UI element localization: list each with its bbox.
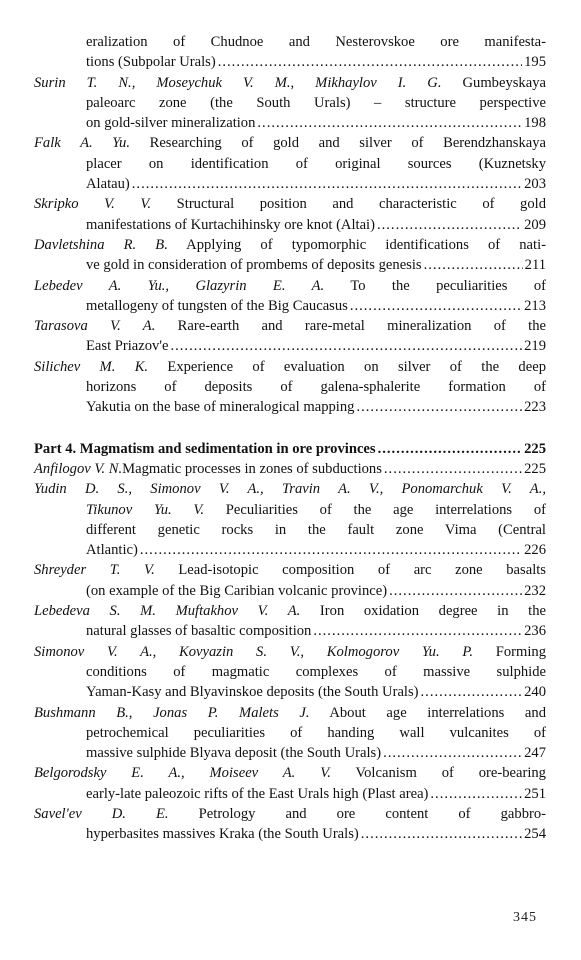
entry-title-line: Peculiarities of the age interrelations of [204,501,546,518]
entry-line [34,804,546,824]
entry-last-line [34,174,546,194]
entry-author: Savel'ev D. E. [34,805,169,822]
entry-title-line: Magmatic processes in zones of subductions [122,460,382,477]
entry-author: Lebedev A. Yu., Glazyrin E. A. [34,277,325,294]
entry-last-line [34,296,546,316]
entry-author: Anfilogov V. N. [34,460,123,477]
entry-line [34,601,546,621]
entry-last-line [34,824,546,844]
leader-dots [378,439,523,459]
entry-line [34,133,546,153]
toc-entry[interactable] [34,601,546,642]
entry-title-line: massive sulphide Blyava deposit (the South Urals) [86,745,382,762]
entry-title-line: About age interrelations and [309,704,546,721]
entry-page: 240 [524,684,546,701]
entry-line [34,316,546,336]
entry-text-line: different genetic rocks in the fault zone Vima (Central [86,521,546,538]
entry-author: Lebedeva S. M. Muftakhov V. A. [34,603,301,620]
entry-title-line: Alatau) [86,176,130,193]
toc-entry[interactable] [34,642,546,703]
entry-page: 213 [524,297,546,314]
table-of-contents [34,32,546,845]
entry-title-line: Gumbeyskaya [441,74,546,91]
entry-page: 195 [524,54,546,71]
entry-title-line: manifestations of Kurtachihinsky ore knot (Altai) [86,216,375,233]
entry-title-line: Researching of gold and silver of Berendzhanskaya [129,135,547,152]
entry-page: 223 [524,399,546,416]
leader-dots [218,52,522,72]
toc-entry[interactable] [34,804,546,845]
entry-line [34,357,546,377]
toc-entry[interactable] [34,235,546,276]
toc-entry[interactable] [34,194,546,235]
leader-dots [132,174,522,194]
entry-page: 225 [524,460,546,477]
entry-author: Silichev M. K. [34,358,149,375]
entry-last-line [34,113,546,133]
entry-author: Yudin D. S., Simonov V. A., Travin A. V., Ponomarchuk V. A., [34,481,546,498]
toc-entry[interactable] [34,32,546,73]
entry-line [34,703,546,723]
entry-line [34,479,546,499]
toc-entry[interactable] [34,763,546,804]
entry-author-continued: Tikunov Yu. V. [86,501,205,518]
leader-dots [140,540,522,560]
entry-text-line: eralization of Chudnoe and Nesterovskoe ore manifesta- [86,34,546,50]
entry-title-line: Applying of typomorphic identifications of nati- [167,236,546,253]
entry-author: Bushmann B., Jonas P. Malets J. [34,704,310,721]
entry-title-line: Lead-isotopic composition of arc zone basalts [154,562,546,579]
leader-dots [356,397,522,417]
entry-title-line: on gold-silver mineralization [86,115,256,132]
entry-page: 209 [524,216,546,233]
entry-line [34,560,546,580]
toc-entry[interactable] [34,703,546,764]
leader-dots [313,621,522,641]
leader-dots [384,459,522,479]
leader-dots [424,255,523,275]
leader-dots [421,682,523,702]
entry-title-line: natural glasses of basaltic composition [86,623,312,640]
entry-text-line: conditions of magmatic complexes of massive sulphide [86,663,546,680]
entry-author: Davletshina R. B. [34,236,168,253]
entry-title-line: Forming [473,643,547,660]
entry-author: Tarasova V. A. [34,318,156,335]
entry-title-line: Petrology and ore content of gabbro- [168,805,547,822]
entry-author: Surin T. N., Moseychuk V. M., Mikhaylov I. G. [34,74,442,91]
leader-dots [350,296,522,316]
entry-author: Skripko V. V. [34,196,152,213]
leader-dots [377,215,522,235]
entry-text-line: petrochemical peculiarities of handing wall vulcanites of [86,724,546,741]
entry-page: 219 [524,338,546,355]
entry-line [34,276,546,296]
entry-text-line: placer on identification of original sources (Kuznetsky [86,155,546,172]
entry-last-line [34,540,546,560]
entry-title-line: metallogeny of tungsten of the Big Caucasus [86,297,348,314]
entry-line [34,235,546,255]
entry-line [34,459,546,479]
leader-dots [389,581,522,601]
leader-dots [257,113,522,133]
toc-entry[interactable] [34,357,546,418]
entry-author: Falk A. Yu. [34,135,130,152]
toc-entry[interactable] [34,276,546,317]
entry-title-line: Yaman-Kasy and Blyavinskoe deposits (the South Urals) [86,684,419,701]
toc-entry[interactable] [34,133,546,194]
toc-section-part4 [34,459,546,845]
entry-last-line [34,52,546,72]
entry-author: Simonov V. A., Kovyazin S. V., Kolmogorov Yu. P. [34,643,474,660]
entry-title-line: Experience of evaluation on silver of the deep [148,358,546,375]
entry-page: 203 [524,176,546,193]
entry-last-line [34,621,546,641]
entry-last-line [34,215,546,235]
entry-author: Shreyder T. V. [34,562,155,579]
entry-line [34,763,546,783]
entry-title-line: (on example of the Big Caribian volcanic province) [86,582,388,599]
entry-line [34,642,546,662]
entry-title-line: To the peculiarities of [324,277,546,294]
entry-last-line [34,255,546,275]
entry-title-line: early-late paleozoic rifts of the East Urals high (Plast area) [86,785,429,802]
part-page: 225 [524,440,546,457]
entry-title-line: Volcanism of ore-bearing [330,765,546,782]
entry-line [34,500,546,520]
entry-page: 251 [524,785,546,802]
toc-part-heading[interactable] [34,439,546,459]
entry-page: 198 [524,115,546,132]
toc-entry[interactable] [34,316,546,357]
entry-title-line: Iron oxidation degree in the [300,603,546,620]
entry-title-line: Atlantic) [86,542,138,559]
leader-dots [430,784,522,804]
toc-entry[interactable] [34,73,546,134]
entry-last-line [34,397,546,417]
page-number: 345 [513,910,537,925]
leader-dots [170,336,522,356]
entry-line [34,194,546,214]
entry-page: 226 [524,542,546,559]
leader-dots [361,824,522,844]
leader-dots [383,743,522,763]
entry-last-line [34,784,546,804]
toc-entry[interactable] [34,459,546,479]
entry-text-line: horizons of deposits of galena-sphalerite formation of [86,379,546,396]
entry-title-line: hyperbasites massives Kraka (the South Urals) [86,826,359,843]
toc-section-part3-continued [34,32,546,418]
entry-text-line: paleoarc zone (the South Urals) – structure perspective [86,94,546,111]
entry-title-line: tions (Subpolar Urals) [86,54,216,71]
entry-page: 247 [524,745,546,762]
entry-page: 236 [524,623,546,640]
toc-entry[interactable] [34,560,546,601]
entry-last-line [34,336,546,356]
entry-page: 232 [524,582,546,599]
entry-page: 254 [524,826,546,843]
entry-title-line: Yakutia on the base of mineralogical mapping [86,399,355,416]
toc-entry[interactable] [34,479,546,560]
entry-title-line: Rare-earth and rare-metal mineralization of the [155,318,546,335]
entry-title-line: ve gold in consideration of prombems of deposits genesis [86,257,422,274]
entry-title-line: Structural position and characteristic of gold [151,196,546,213]
entry-title-line: East Priazov'e [86,338,169,355]
entry-last-line [34,581,546,601]
entry-line [34,73,546,93]
entry-last-line [34,743,546,763]
entry-author: Belgorodsky E. A., Moiseev A. V. [34,765,331,782]
entry-last-line [34,682,546,702]
entry-page: 211 [524,257,546,274]
part-title: Part 4. Magmatism and sedimentation in ore provinces [34,440,376,457]
